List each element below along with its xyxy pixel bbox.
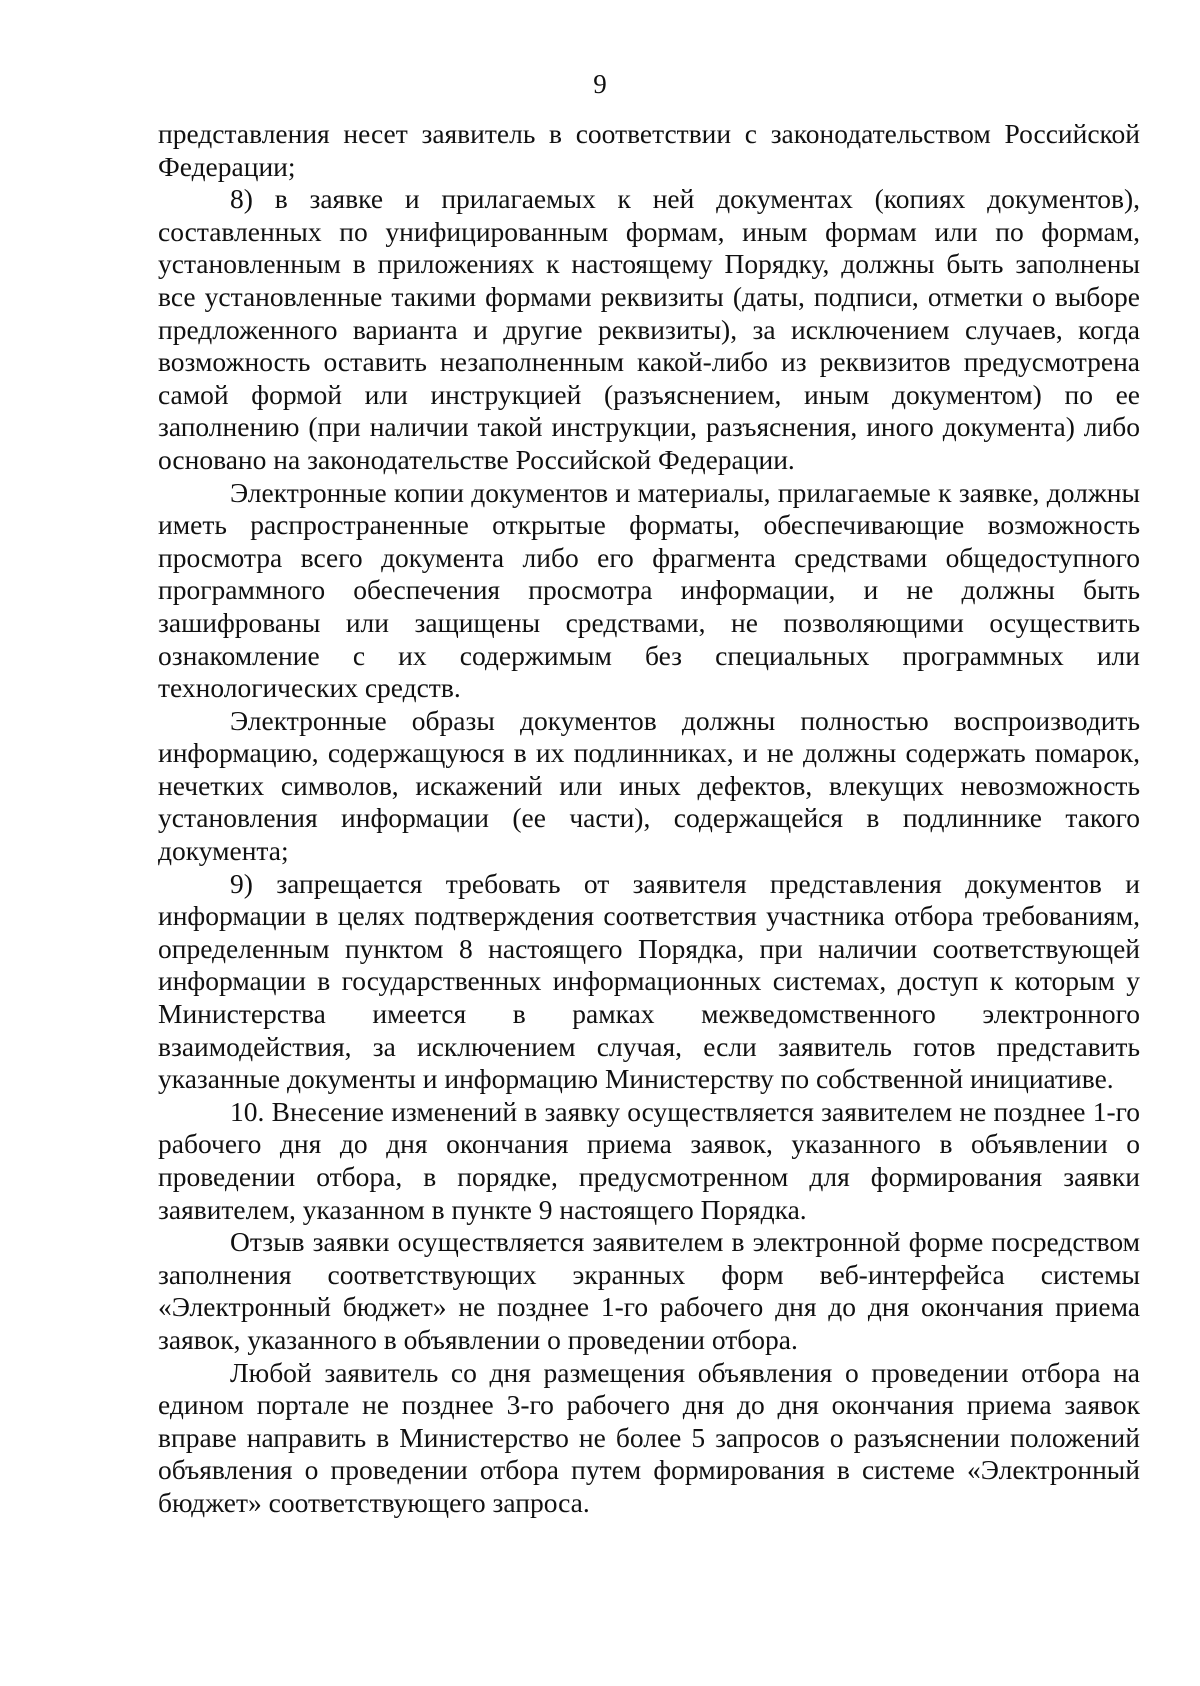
document-body	[158, 118, 1140, 1520]
paragraph-continuation: представления несет заявитель в соответствии с законодательством Российской Федерации;	[158, 118, 1140, 182]
paragraph-electronic-copies: Электронные копии документов и материалы, прилагаемые к заявке, должны иметь распространенные открытые форматы, обеспечивающие возможность просмотра всего документа либо его фрагмента средствами общедоступного программного обеспечения просмотра информации, и не должны быть зашифрованы или защищены средствами, не позволяющими осуществить ознакомление с их содержимым без специальных программных или технологических средств.	[158, 476, 1140, 704]
page-number: 9	[593, 69, 607, 99]
paragraph-item-10: 10. Внесение изменений в заявку осуществляется заявителем не позднее 1-го рабочего дня до дня окончания приема заявок, указанного в объявлении о проведении отбора, в порядке, предусмотренном для формирования заявки заявителем, указанном в пункте 9 настоящего Порядка.	[158, 1095, 1140, 1225]
paragraph-item-8: 8) в заявке и прилагаемых к ней документах (копиях документов), составленных по унифицированным формам, иным формам или по формам, установленным в приложениях к настоящему Порядку, должны быть заполнены все установленные такими формами реквизиты (даты, подписи, отметки о выборе предложенного варианта и другие реквизиты), за исключением случаев, когда возможность оставить незаполненным какой-либо из реквизитов предусмотрена самой формой или инструкцией (разъяснением, иным документом) по ее заполнению (при наличии такой инструкции, разъяснения, иного документа) либо основано на законодательстве Российской Федерации.	[158, 183, 1140, 475]
paragraph-withdrawal: Отзыв заявки осуществляется заявителем в электронной форме посредством заполнения соответствующих экранных форм веб-интерфейса системы «Электронный бюджет» не позднее 1-го рабочего дня до дня окончания приема заявок, указанного в объявлении о проведении отбора.	[158, 1226, 1140, 1355]
paragraph-item-9: 9) запрещается требовать от заявителя представления документов и информации в целях подтверждения соответствия участника отбора требованиям, определенным пунктом 8 настоящего Порядка, при наличии соответствующей информации в государственных информационных системах, доступ к которым у Министерства имеется в рамках межведомственного электронного взаимодействия, за исключением случая, если заявитель готов представить указанные документы и информацию Министерству по собственной инициативе.	[158, 867, 1140, 1095]
paragraph-electronic-images: Электронные образы документов должны полностью воспроизводить информацию, содержащуюся в их подлинниках, и не должны содержать помарок, нечетких символов, искажений или иных дефектов, влекущих невозможность установления информации (ее части), содержащейся в подлиннике такого документа;	[158, 704, 1140, 867]
paragraph-clarification-requests: Любой заявитель со дня размещения объявления о проведении отбора на едином портале не позднее 3-го рабочего дня до дня окончания приема заявок вправе направить в Министерство не более 5 запросов о разъяснении положений объявления о проведении отбора путем формирования в системе «Электронный бюджет» соответствующего запроса.	[158, 1356, 1140, 1518]
